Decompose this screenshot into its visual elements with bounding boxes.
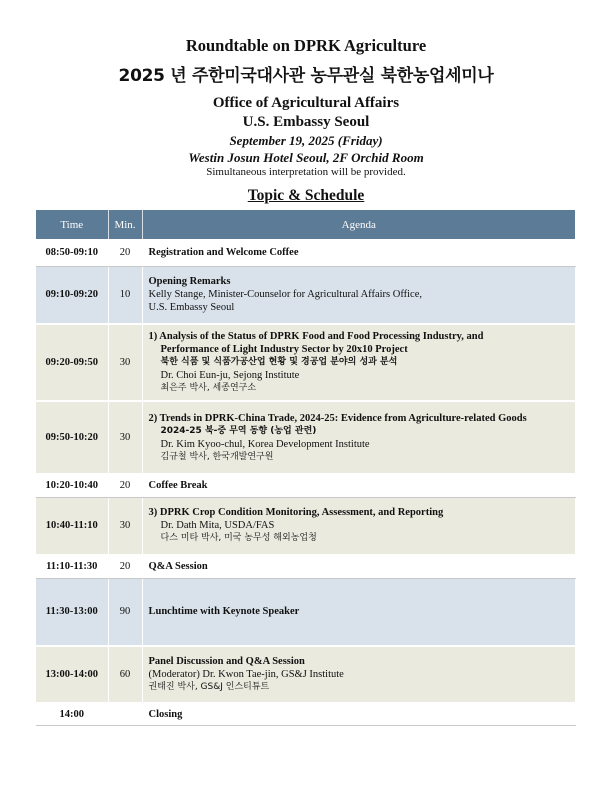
agenda-speaker: Dr. Choi Eun-ju, Sejong Institute (160, 370, 300, 381)
agenda-title: 1) Analysis of the Status of DPRK Food and Food Processing Industry, and (148, 331, 484, 342)
title-en: Roundtable on DPRK Agriculture (185, 36, 427, 55)
table-row (36, 266, 575, 324)
row-min (108, 703, 142, 725)
col-agenda-header: Agenda (142, 210, 575, 239)
row-agenda: Registration and Welcome Coffee (142, 239, 575, 266)
row-agenda (142, 646, 575, 703)
row-min: 20 (108, 555, 142, 578)
agenda-title: Panel Discussion and Q&A Session (148, 656, 305, 667)
row-agenda: Coffee Break (142, 474, 575, 497)
office-name: Office of Agricultural Affairs (212, 95, 400, 111)
agenda-title: Opening Remarks (148, 276, 231, 288)
agenda-speaker-kr: 최은주 박사, 세종연구소 (160, 383, 257, 393)
agenda-moderator-kr: 권태진 박사, GS&J 인스티튜트 (148, 682, 270, 692)
row-agenda (142, 401, 575, 474)
table-row (36, 578, 575, 646)
embassy-name: U.S. Embassy Seoul (242, 114, 370, 130)
row-agenda (142, 324, 575, 401)
event-venue: Westin Josun Hotel Seoul, 2F Orchid Room (188, 150, 424, 165)
row-time: 08:50-09:10 (36, 239, 108, 266)
table-row (36, 497, 575, 555)
table-header-row (36, 210, 575, 239)
row-time: 09:10-09:20 (36, 266, 108, 324)
interpretation-note: Simultaneous interpretation will be provided. (206, 166, 406, 178)
section-title: Topic & Schedule (247, 187, 365, 204)
table-row (36, 703, 575, 725)
col-min-header: Min. (108, 210, 142, 239)
row-agenda: Closing (142, 703, 575, 725)
row-min: 30 (108, 401, 142, 474)
row-time: 13:00-14:00 (36, 646, 108, 703)
row-time: 14:00 (36, 703, 108, 725)
agenda-speaker-kr: 다스 미타 박사, 미국 농무성 해외농업청 (160, 533, 317, 544)
row-min: 30 (108, 497, 142, 555)
schedule-table (36, 210, 576, 726)
agenda-speaker: Dr. Dath Mita, USDA/FAS (160, 520, 275, 532)
agenda-title: 2) Trends in DPRK-China Trade, 2024-25: Evidence from Agriculture-related Goods (148, 412, 527, 424)
row-min: 60 (108, 646, 142, 703)
row-time: 10:40-11:10 (36, 497, 108, 555)
table-row (36, 324, 575, 401)
row-agenda: Lunchtime with Keynote Speaker (142, 578, 575, 646)
row-min: 20 (108, 474, 142, 497)
row-agenda (142, 266, 575, 324)
event-date: September 19, 2025 (Friday) (229, 133, 383, 148)
row-time: 11:30-13:00 (36, 578, 108, 646)
table-row (36, 555, 575, 578)
table-row (36, 474, 575, 497)
row-min: 30 (108, 324, 142, 401)
agenda-speaker: Dr. Kim Kyoo-chul, Korea Development Institute (160, 438, 370, 450)
row-min: 10 (108, 266, 142, 324)
row-min: 20 (108, 239, 142, 266)
col-time-header: Time (36, 210, 108, 239)
row-agenda (142, 497, 575, 555)
row-min: 90 (108, 578, 142, 646)
agenda-title: 3) DPRK Crop Condition Monitoring, Assessment, and Reporting (148, 507, 444, 519)
row-time: 09:20-09:50 (36, 324, 108, 401)
row-time: 10:20-10:40 (36, 474, 108, 497)
row-agenda: Q&A Session (142, 555, 575, 578)
row-time: 11:10-11:30 (36, 555, 108, 578)
agenda-title-cont: Performance of Light Industry Sector by 20x10 Project (160, 344, 408, 355)
agenda-speaker: Kelly Stange, Minister-Counselor for Agricultural Affairs Office, (148, 289, 423, 301)
table-row (36, 646, 575, 703)
table-row (36, 239, 575, 266)
agenda-moderator: (Moderator) Dr. Kwon Tae-jin, GS&J Institute (148, 669, 344, 680)
agenda-speaker-kr: 김규철 박사, 한국개발연구원 (160, 451, 274, 462)
agenda-title-kr: 2024-25 북-중 무역 동향 (농업 관련) (160, 425, 317, 436)
row-time: 09:50-10:20 (36, 401, 108, 474)
table-row (36, 401, 575, 474)
title-kr: 2025 년 주한미국대사관 농무관실 북한농업세미나 (118, 66, 494, 86)
agenda-speaker-affiliation: U.S. Embassy Seoul (148, 302, 235, 314)
agenda-title-kr: 북한 식품 및 식품가공산업 현황 및 경공업 분야의 성과 분석 (160, 357, 398, 367)
